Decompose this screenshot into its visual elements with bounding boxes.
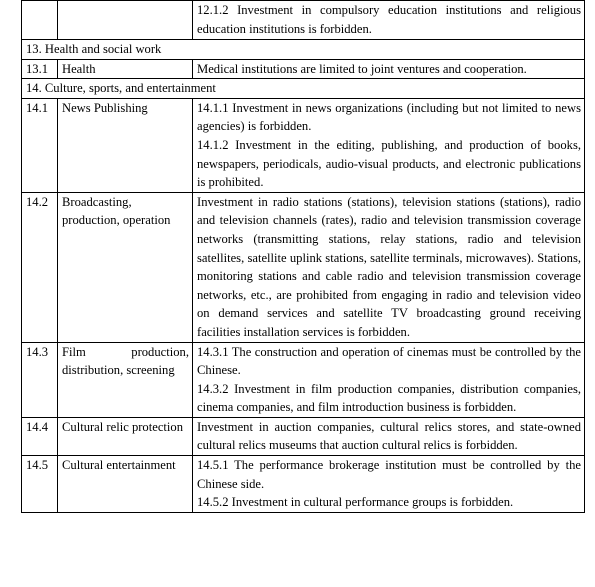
table-row-14-2 [22,192,585,342]
item-description-cell [193,98,585,192]
item-number: 14.5 [22,456,58,513]
description-paragraph: 14.5.1 The performance brokerage institution must be controlled by the Chinese side. [197,458,581,491]
section-heading: 13. Health and social work [22,40,585,60]
item-description-cell [193,59,585,79]
item-description-cell [193,456,585,513]
item-number: 14.2 [22,192,58,342]
section-row-14 [22,79,585,99]
description-paragraph: Investment in auction companies, cultural relics stores, and state-owned cultural relics museums that auction cultural relics is forbidden. [197,419,581,453]
regulation-table [21,0,585,513]
table-row-14-3 [22,342,585,417]
item-name: News Publishing [58,98,193,192]
item-name: Film production, distribution, screening [58,342,193,417]
item-number: 14.3 [22,342,58,417]
description-paragraph: 14.5.2 Investment in cultural performance groups is forbidden. [197,495,514,510]
description-paragraph: 14.3.1 The construction and operation of cinemas must be controlled by the Chinese. [197,344,581,378]
item-description-cell [193,417,585,455]
description-paragraph: 12.1.2 Investment in compulsory education institutions and religious education institutions is forbidden. [197,3,581,36]
description-paragraph: 14.1.1 Investment in news organizations (including but not limited to news agencies) is forbidden. [197,100,581,134]
item-number: 13.1 [22,59,58,79]
description-paragraph: Medical institutions are limited to joint ventures and cooperation. [197,61,527,76]
item-number: 14.1 [22,98,58,192]
item-name: Broadcasting, production, operation [58,192,193,342]
description-paragraph: 14.3.2 Investment in film production companies, distribution companies, cinema companies, and film introduction business is forbidden. [197,381,581,415]
table-row-12-1-2 [22,1,585,40]
table-row-14-5 [22,456,585,513]
table-row-14-4 [22,417,585,455]
item-description-cell [193,1,585,40]
item-name: Health [58,59,193,79]
description-paragraph: 14.1.2 Investment in the editing, publishing, and production of books, newspapers, periodicals, audio-visual products, and electronic publications is prohibited. [197,137,581,190]
description-paragraph: Investment in radio stations (stations), television stations (stations), radio and television channels (rates), radio and television transmission coverage networks (transmitting stations, relay stations, radio and television satellites, satellite uplink stations, satellite terminals, microwaves). Stations, monitoring stations and cable radio and television transmission coverage networks, etc., are prohibited from engaging in radio and television video on demand services and satellite TV broadcasting ground receiving facilities installation services is forbidden. [197,194,581,339]
item-name: Cultural entertainment [58,456,193,513]
item-name-cell [58,1,193,40]
table-row-14-1 [22,98,585,192]
item-description-cell [193,192,585,342]
item-name: Cultural relic protection [58,417,193,455]
item-number-cell [22,1,58,40]
section-heading: 14. Culture, sports, and entertainment [22,79,585,99]
table-row-13-1 [22,59,585,79]
section-row-13 [22,40,585,60]
item-number: 14.4 [22,417,58,455]
item-description-cell [193,342,585,417]
